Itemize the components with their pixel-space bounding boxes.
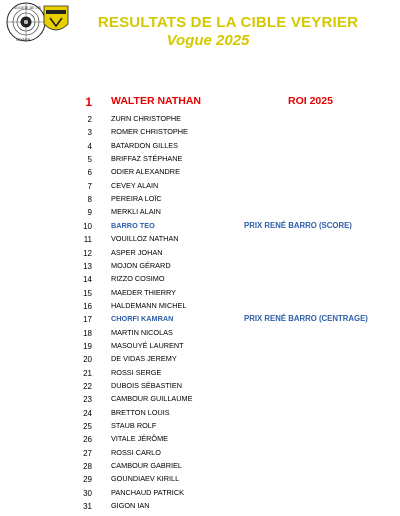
result-row [0, 140, 400, 153]
result-rank: 7 [87, 181, 92, 191]
result-name: CAMBOUR GUILLAUME [111, 394, 193, 404]
result-rank: 12 [83, 248, 92, 258]
page-subtitle: Vogue 2025 [166, 32, 250, 49]
result-name: HALDEMANN MICHEL [111, 300, 187, 310]
result-row [0, 95, 400, 108]
result-row [0, 113, 400, 126]
result-name: ASPER JOHAN [111, 247, 163, 257]
result-row [0, 460, 400, 473]
result-rank: 8 [87, 195, 92, 205]
result-name: VOUILLOZ NATHAN [111, 234, 179, 244]
result-name: ROSSI CARLO [111, 447, 161, 457]
result-row [0, 393, 400, 406]
result-name: BARRO TEO [111, 220, 155, 230]
result-name: CHORFI KAMRAN [111, 314, 174, 324]
result-name: MOJON GÉRARD [111, 260, 171, 270]
result-rank: 2 [87, 115, 92, 124]
result-name: MARTIN NICOLAS [111, 327, 173, 337]
result-rank: 16 [83, 301, 92, 311]
result-rank: 31 [83, 502, 92, 512]
result-rank: 30 [83, 488, 92, 498]
result-name: STAUB ROLF [111, 421, 157, 431]
result-rank: 20 [83, 355, 92, 365]
result-rank: 17 [83, 315, 92, 325]
result-name: WALTER NATHAN [111, 95, 202, 107]
result-name: ODIER ALEXANDRE [111, 167, 180, 177]
result-row [0, 233, 400, 246]
result-rank: 6 [87, 168, 92, 178]
result-rank: 1 [85, 95, 92, 109]
logo-ring-text: SOCIETE DE TIR [14, 6, 41, 10]
result-row [0, 260, 400, 273]
result-rank: 11 [83, 235, 92, 245]
result-rank: 13 [83, 261, 92, 271]
logo-bottom-text: VEYRIER [16, 38, 31, 42]
result-row [0, 273, 400, 286]
result-row [0, 300, 400, 313]
result-row [0, 407, 400, 420]
result-prize: PRIX RENÉ BARRO (CENTRAGE) [244, 314, 368, 324]
result-rank: 19 [83, 341, 92, 351]
page-title: RESULTATS DE LA CIBLE VEYRIER [97, 14, 359, 31]
result-row [0, 433, 400, 446]
result-rank: 22 [83, 382, 92, 391]
result-rank: 5 [87, 155, 92, 165]
result-name: ROSSI SERGE [111, 367, 162, 377]
result-name: ROMER CHRISTOPHE [111, 127, 188, 137]
result-row [0, 500, 400, 513]
result-row [0, 473, 400, 486]
result-rank: 28 [83, 462, 92, 472]
result-rank: 14 [83, 275, 92, 285]
result-rank: 3 [87, 128, 92, 138]
result-row [0, 220, 400, 233]
result-row [0, 180, 400, 193]
result-row [0, 340, 400, 353]
result-name: RIZZO COSIMO [111, 274, 165, 284]
result-row [0, 166, 400, 179]
result-name: CAMBOUR GABRIEL [111, 461, 182, 471]
result-rank: 25 [83, 422, 92, 432]
result-rank: 18 [83, 328, 92, 338]
result-name: MASOUYÉ LAURENT [111, 340, 184, 350]
result-name: PEREIRA LOÏC [111, 194, 162, 204]
result-name: MERKLI ALAIN [111, 207, 161, 217]
result-row [0, 327, 400, 340]
result-name: CEVEY ALAIN [111, 180, 159, 190]
result-name: BATARDON GILLES [111, 140, 179, 150]
result-name: PANCHAUD PATRICK [111, 487, 184, 497]
result-rank: 27 [83, 448, 92, 458]
result-row [0, 380, 400, 393]
result-row [0, 193, 400, 206]
result-row [0, 153, 400, 166]
result-rank: 9 [87, 208, 92, 218]
result-row [0, 247, 400, 260]
result-row [0, 206, 400, 219]
result-name: GIGON IAN [111, 501, 150, 511]
result-name: ZURN CHRISTOPHE [111, 114, 182, 123]
result-prize: ROI 2025 [288, 95, 333, 107]
result-name: MAEDER THIERRY [111, 287, 177, 297]
result-name: DUBOIS SÉBASTIEN [111, 381, 182, 390]
result-row [0, 447, 400, 460]
result-rank: 4 [87, 141, 92, 151]
result-rank: 21 [83, 368, 92, 378]
result-name: BRIFFAZ STÉPHANE [111, 154, 183, 164]
result-row [0, 487, 400, 500]
result-row [0, 353, 400, 366]
result-row [0, 367, 400, 380]
result-rank: 15 [83, 288, 92, 298]
result-row [0, 287, 400, 300]
result-name: BRETTON LOUIS [111, 407, 170, 417]
result-rank: 23 [83, 395, 92, 405]
result-rank: 26 [83, 435, 92, 445]
result-prize: PRIX RENÉ BARRO (SCORE) [244, 220, 352, 230]
result-rank: 10 [83, 221, 92, 231]
result-name: GOUNDIAEV KIRILL [111, 474, 180, 484]
result-row [0, 126, 400, 139]
result-rank: 24 [83, 408, 92, 418]
result-row [0, 313, 400, 326]
result-rank: 29 [83, 475, 92, 485]
result-name: DE VIDAS JEREMY [111, 354, 177, 364]
result-row [0, 420, 400, 433]
result-name: VITALE JÉRÔME [111, 434, 169, 444]
